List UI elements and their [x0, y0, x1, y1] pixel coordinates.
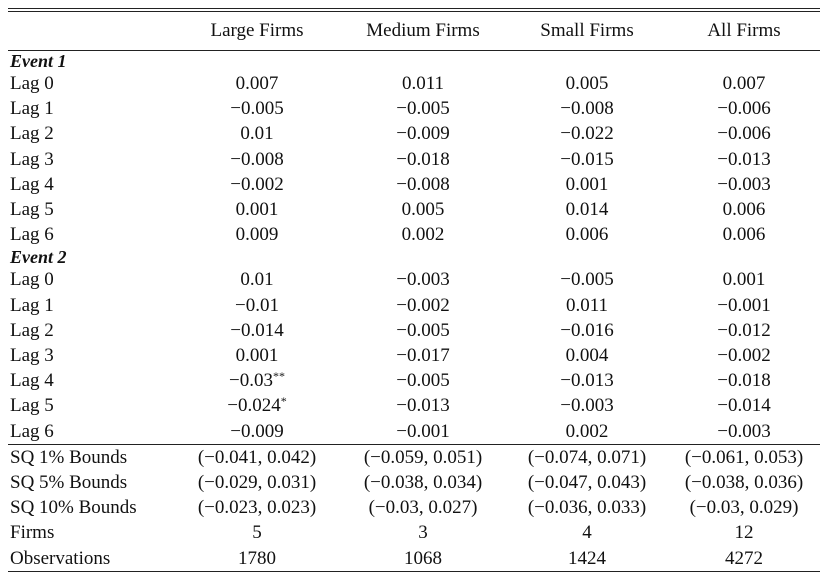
table-cell: (−0.029, 0.031) — [197, 472, 317, 494]
cell-value: −0.024 — [227, 395, 281, 417]
table-cell — [506, 71, 668, 96]
table-cell: (−0.059, 0.051) — [340, 444, 506, 470]
table-cell: (−0.03, 0.027) — [368, 497, 478, 519]
cell-value: −0.002 — [230, 173, 284, 195]
event-title: Event 2 — [10, 247, 67, 268]
bounds-row — [8, 495, 820, 520]
column-header-large-firms: Large Firms — [174, 12, 340, 51]
table-cell — [174, 197, 340, 222]
cell-value: 0.006 — [722, 199, 766, 221]
cell-value: 0.001 — [565, 173, 609, 195]
cell-value: 0.014 — [565, 199, 609, 221]
table-cell — [340, 368, 506, 393]
table-cell — [174, 147, 340, 172]
table-row — [8, 393, 820, 418]
table-row — [8, 71, 820, 96]
cell-value: −0.001 — [396, 420, 450, 442]
row-label: SQ 10% Bounds — [10, 497, 137, 519]
table-cell — [506, 222, 668, 247]
row-label: SQ 1% Bounds — [8, 444, 174, 470]
table-cell — [174, 71, 340, 96]
row-label: Lag 5 — [10, 395, 54, 417]
cell-value: 0.001 — [235, 199, 279, 221]
cell-value: −0.013 — [560, 370, 614, 392]
table-cell — [506, 147, 668, 172]
table-cell: (−0.041, 0.042) — [174, 444, 340, 470]
table-row — [8, 147, 820, 172]
table-cell — [340, 222, 506, 247]
bounds-row — [8, 470, 820, 495]
table-cell — [340, 172, 506, 197]
cell-value: −0.012 — [717, 319, 771, 341]
table-cell — [340, 267, 506, 292]
table-row — [8, 172, 820, 197]
table-cell — [174, 419, 340, 445]
table-cell: 1068 — [340, 546, 506, 572]
table-row — [8, 197, 820, 222]
results-table-container — [8, 8, 820, 572]
cell-value: −0.003 — [717, 173, 771, 195]
table-cell — [506, 96, 668, 121]
cell-value: 0.006 — [565, 224, 609, 246]
table-cell — [340, 318, 506, 343]
cell-value: −0.009 — [396, 123, 450, 145]
results-table — [8, 12, 820, 572]
cell-value: −0.014 — [717, 395, 771, 417]
cell-value: −0.013 — [717, 148, 771, 170]
cell-value: 0.011 — [565, 294, 609, 316]
cell-value: −0.018 — [717, 370, 771, 392]
table-row — [8, 368, 820, 393]
cell-value: 0.007 — [722, 73, 766, 94]
cell-value: 0.001 — [722, 269, 766, 291]
cell-value: −0.008 — [396, 173, 450, 195]
column-header-all-firms: All Firms — [668, 12, 820, 51]
table-cell: 5 — [252, 522, 262, 544]
table-cell — [506, 318, 668, 343]
table-row — [8, 121, 820, 146]
table-row — [8, 293, 820, 318]
table-cell: (−0.023, 0.023) — [197, 497, 317, 519]
table-cell — [668, 96, 820, 121]
table-cell — [174, 222, 340, 247]
table-body — [8, 51, 820, 572]
table-cell: (−0.036, 0.033) — [527, 497, 647, 519]
cell-value: −0.001 — [717, 294, 771, 316]
row-label: Lag 5 — [10, 199, 54, 221]
table-cell — [506, 368, 668, 393]
table-cell: 12 — [734, 522, 754, 544]
table-cell — [506, 172, 668, 197]
event-title: Event 1 — [10, 51, 67, 71]
table-cell — [506, 343, 668, 368]
table-cell — [174, 343, 340, 368]
table-cell — [668, 318, 820, 343]
column-header-small-firms: Small Firms — [506, 12, 668, 51]
cell-value: −0.009 — [230, 420, 284, 442]
table-cell: 1424 — [506, 546, 668, 572]
table-cell — [668, 393, 820, 418]
table-cell — [506, 393, 668, 418]
row-label: Firms — [10, 522, 55, 544]
cell-value: 0.002 — [401, 224, 445, 246]
cell-value: 0.011 — [401, 73, 445, 94]
row-label: SQ 5% Bounds — [10, 472, 128, 494]
event-header-row — [8, 247, 820, 267]
table-cell — [340, 393, 506, 418]
table-cell — [668, 293, 820, 318]
table-cell: 1780 — [174, 546, 340, 572]
cell-value: 0.005 — [565, 73, 609, 94]
cell-value: 0.01 — [240, 269, 274, 291]
row-label: Lag 0 — [10, 73, 54, 94]
cell-value: −0.003 — [560, 395, 614, 417]
table-cell — [340, 147, 506, 172]
table-cell — [174, 267, 340, 292]
table-cell — [668, 368, 820, 393]
significance-stars: ** — [272, 369, 285, 384]
table-cell: (−0.061, 0.053) — [668, 444, 820, 470]
cell-value: −0.006 — [717, 98, 771, 120]
table-cell — [174, 121, 340, 146]
cell-value: −0.016 — [560, 319, 614, 341]
cell-value: −0.008 — [230, 148, 284, 170]
row-label: Lag 1 — [10, 294, 54, 316]
row-label: Observations — [8, 546, 174, 572]
cell-value: 0.006 — [722, 224, 766, 246]
table-cell — [506, 419, 668, 445]
cell-value: −0.005 — [396, 319, 450, 341]
table-cell — [668, 121, 820, 146]
table-cell — [174, 318, 340, 343]
table-cell — [506, 267, 668, 292]
summary-row — [8, 546, 820, 572]
table-row — [8, 96, 820, 121]
table-cell — [174, 96, 340, 121]
cell-value: −0.014 — [230, 319, 284, 341]
cell-value: 0.005 — [401, 199, 445, 221]
row-label: Lag 0 — [10, 269, 54, 291]
table-cell — [340, 293, 506, 318]
table-cell — [174, 172, 340, 197]
table-cell — [506, 197, 668, 222]
table-cell: (−0.047, 0.043) — [527, 472, 647, 494]
cell-value: 0.009 — [235, 224, 279, 246]
table-cell — [340, 71, 506, 96]
cell-value: −0.005 — [560, 269, 614, 291]
cell-value: 0.001 — [235, 345, 279, 367]
table-row — [8, 318, 820, 343]
row-label: Lag 2 — [10, 319, 54, 341]
cell-value: −0.008 — [560, 98, 614, 120]
table-cell — [668, 197, 820, 222]
row-label: Lag 1 — [10, 98, 54, 120]
row-label: Lag 2 — [10, 123, 54, 145]
table-cell: 4 — [582, 522, 592, 544]
cell-value: 0.002 — [565, 420, 609, 442]
table-cell — [340, 343, 506, 368]
row-label: Lag 4 — [10, 370, 54, 392]
cell-value: −0.003 — [717, 420, 771, 442]
table-cell — [668, 222, 820, 247]
table-cell — [668, 71, 820, 96]
cell-value: −0.003 — [396, 269, 450, 291]
column-header-label — [8, 12, 174, 51]
cell-value: −0.002 — [717, 345, 771, 367]
row-label: Lag 3 — [10, 148, 54, 170]
table-cell: (−0.038, 0.036) — [684, 472, 804, 494]
cell-value: −0.018 — [396, 148, 450, 170]
event-header-row — [8, 51, 820, 72]
table-row — [8, 267, 820, 292]
table-cell — [668, 419, 820, 445]
summary-row — [8, 520, 820, 545]
table-cell — [174, 293, 340, 318]
table-cell: (−0.074, 0.071) — [506, 444, 668, 470]
bounds-row — [8, 444, 820, 470]
table-cell — [174, 393, 340, 418]
cell-value: −0.015 — [560, 148, 614, 170]
header-row — [8, 12, 820, 51]
table-cell: 3 — [418, 522, 428, 544]
table-cell: (−0.03, 0.029) — [689, 497, 799, 519]
row-label: Lag 3 — [10, 345, 54, 367]
row-label: Lag 6 — [10, 224, 54, 246]
cell-value: −0.005 — [230, 98, 284, 120]
cell-value: −0.006 — [717, 123, 771, 145]
cell-value: −0.022 — [560, 123, 614, 145]
cell-value: −0.01 — [235, 294, 279, 316]
column-header-medium-firms: Medium Firms — [340, 12, 506, 51]
cell-value: −0.002 — [396, 294, 450, 316]
cell-value: 0.01 — [240, 123, 274, 145]
cell-value: −0.005 — [396, 98, 450, 120]
table-cell — [668, 172, 820, 197]
row-label: Lag 6 — [10, 420, 54, 442]
table-cell — [340, 96, 506, 121]
table-cell: 4272 — [668, 546, 820, 572]
table-row — [8, 222, 820, 247]
cell-value: −0.03 — [229, 370, 273, 392]
row-label: Lag 4 — [10, 173, 54, 195]
table-cell — [340, 419, 506, 445]
table-cell — [340, 121, 506, 146]
table-row — [8, 419, 820, 445]
significance-stars: * — [280, 394, 287, 409]
table-cell — [668, 267, 820, 292]
cell-value: −0.013 — [396, 395, 450, 417]
table-cell: (−0.038, 0.034) — [363, 472, 483, 494]
table-cell — [174, 368, 340, 393]
table-cell — [340, 197, 506, 222]
table-row — [8, 343, 820, 368]
table-cell — [668, 343, 820, 368]
table-cell — [506, 293, 668, 318]
cell-value: 0.004 — [565, 345, 609, 367]
table-cell — [668, 147, 820, 172]
cell-value: −0.005 — [396, 370, 450, 392]
cell-value: −0.017 — [396, 345, 450, 367]
cell-value: 0.007 — [235, 73, 279, 94]
table-cell — [506, 121, 668, 146]
